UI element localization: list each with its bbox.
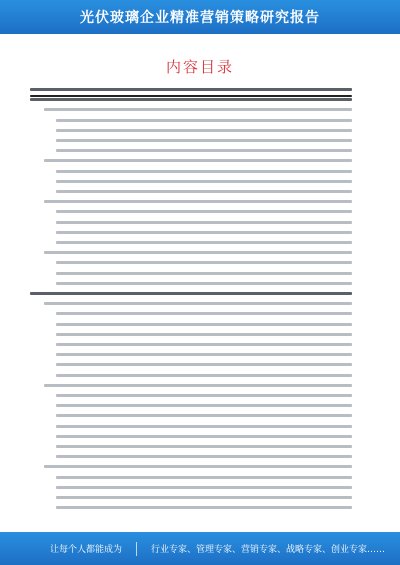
toc-entry-line <box>56 374 352 377</box>
toc-entry-line <box>56 210 352 213</box>
toc-entry-line <box>56 149 352 152</box>
report-footer <box>0 532 400 565</box>
toc-entry-line <box>44 108 352 111</box>
toc-entry-line <box>56 343 352 346</box>
toc-entry-line <box>56 119 352 122</box>
toc-entry-line <box>56 261 352 264</box>
toc-entry-line <box>56 190 352 193</box>
report-header <box>0 0 400 34</box>
toc-entry-line <box>44 251 352 254</box>
toc-entry-line <box>56 455 352 458</box>
toc-entry-line <box>56 425 352 428</box>
toc-entry-line <box>44 465 352 468</box>
footer-tagline: 行业专家、管理专家、营销专家、战略专家、创业专家…… <box>151 545 386 555</box>
table-of-contents <box>0 86 400 516</box>
toc-entry-line <box>44 384 352 387</box>
toc-entry-line <box>56 241 352 244</box>
toc-chapter-line <box>30 98 352 101</box>
report-title: 光伏玻璃企业精准营销策略研究报告 <box>80 10 320 26</box>
toc-entry-line <box>56 180 352 183</box>
toc-rule <box>30 95 352 97</box>
toc-entry-line <box>56 139 352 142</box>
toc-entry-line <box>44 159 352 162</box>
toc-title: 内容目录 <box>165 58 234 76</box>
toc-entry-line <box>56 272 352 275</box>
toc-entry-line <box>56 333 352 336</box>
toc-entry-line <box>56 231 352 234</box>
toc-entry-line <box>56 394 352 397</box>
footer-slogan: 让每个人都能成为 <box>50 545 123 555</box>
toc-entry-line <box>56 282 352 285</box>
toc-entry-line <box>56 221 352 224</box>
toc-entry-line <box>56 414 352 417</box>
toc-entry-line <box>56 404 352 407</box>
toc-entry-line <box>56 170 352 173</box>
toc-entry-line <box>44 200 352 203</box>
toc-chapter-line <box>30 292 352 295</box>
toc-entry-line <box>56 323 352 326</box>
toc-entry-line <box>56 496 352 499</box>
toc-entry-line <box>56 476 352 479</box>
toc-entry-line <box>56 353 352 356</box>
toc-chapter-line <box>30 88 352 91</box>
toc-entry-line <box>56 506 352 509</box>
toc-entry-line <box>44 302 352 305</box>
toc-entry-line <box>56 129 352 132</box>
toc-entry-line <box>56 312 352 315</box>
toc-entry-line <box>56 363 352 366</box>
toc-entry-line <box>56 435 352 438</box>
toc-entry-line <box>56 486 352 489</box>
toc-entry-line <box>56 445 352 448</box>
